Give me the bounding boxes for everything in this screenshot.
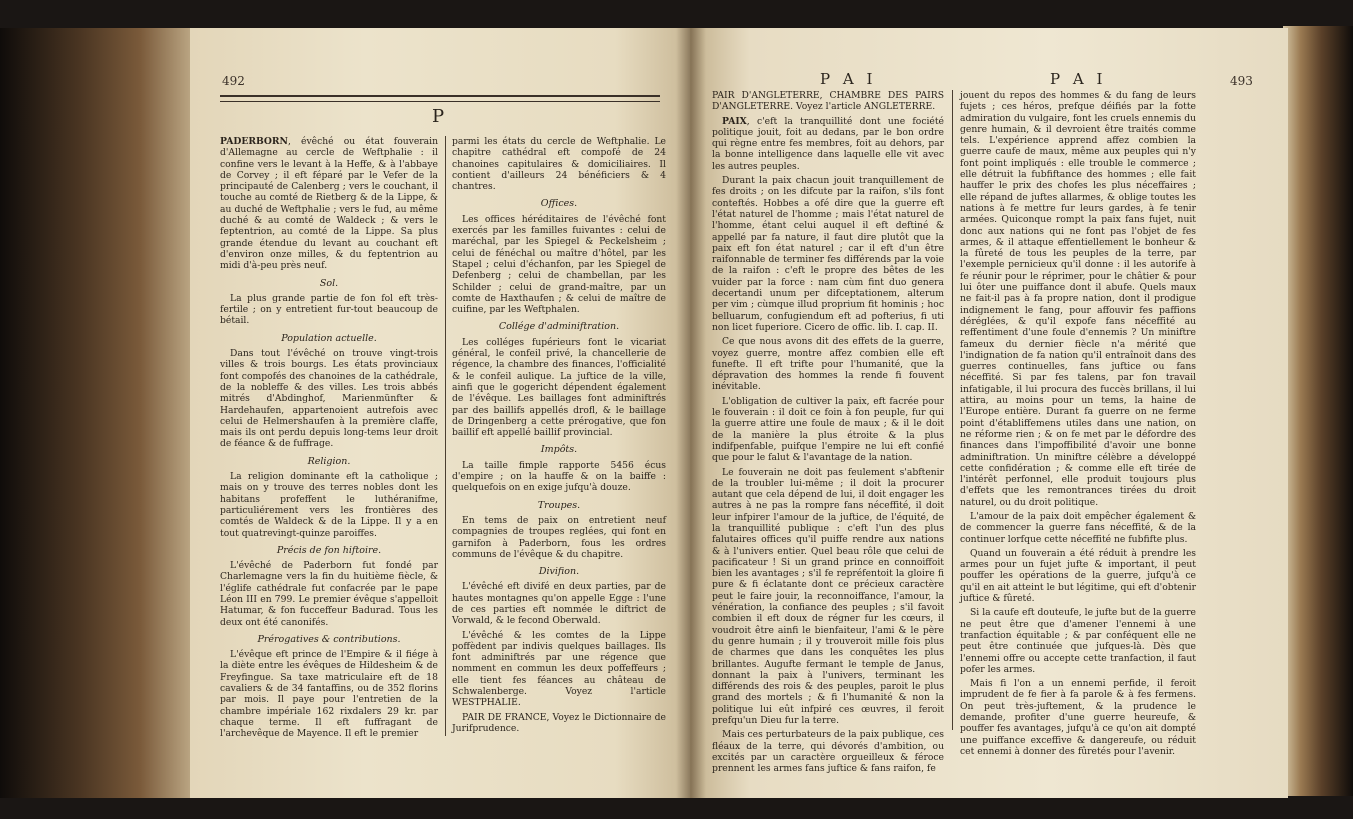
para-r2-2: L'amour de la paix doit empêcher également & de commencer la guerre fans néceffité, & de la continuer lorfque cette néceffité ne fubfifte plus.	[960, 510, 1196, 545]
right-column-2	[960, 90, 1196, 760]
para-prerogatives: L'évêque eft prince de l'Empire & il fiége à la diète entre les évêques de Hildesheim & de Freyfingue. Sa taxe matriculaire eft de 18 cavaliers & de 34 fantaffins, ou de 352 florins par mois. Il paye pour l'entretien de la chambre impériale 162 rixdalers 29 kr. par chaque terme. Il eft fuffragant de l'archevêque de Mayence. Il eft le premier	[220, 649, 438, 740]
heading-prerogatives: Prérogatives & contributions.	[257, 633, 401, 645]
para-paix-6: Mais ces perturbateurs de la paix publique, ces fléaux de la terre, qui dévorés d'ambition, ou excités par un caractère orgueilleux & féroce prennent les armes fans juftice & fans raifon, fe	[712, 729, 944, 775]
book-gutter	[676, 28, 706, 798]
para-college: Les colléges fupérieurs font le vicariat général, le confeil privé, la chancellerie de régence, la chambre des finances, l'officialité & le confeil aulique. La juftice de la ville, ainfi que le gogericht dépendent également de l'évêque. Les baillages font adminiftrés par des baillifs appellés drofl, & le baillage de Dringenberg a cette prérogative, que fon baillif eft appellé baillif provincial.	[452, 336, 666, 439]
right-page-number: 493	[1230, 74, 1253, 88]
para-impots: La taille fimple rapporte 5456 écus d'empire ; on la hauffe & on la baiffe : quelquefois on en exige jufqu'à douze.	[452, 459, 666, 494]
top-shadow	[0, 0, 1353, 28]
para-paix-4: L'obligation de cultiver la paix, eft facrée pour le fouverain : il doit ce foin à fon peuple, fur qui la guerre attire une foule de maux ; & il le doit de la manière la plus étroite & la plus indifpenfable, puifque l'empire ne lui eft confié que pour le falut & l'avantage de la nation.	[712, 395, 944, 464]
para-population: Dans tout l'évêché on trouve vingt-trois villes & trois bourgs. Les états provinciaux font compofés des chanoines de la cathédrale, de la nobleffe & des villes. Les trois abbés mitrés d'Abdinghof, Marienmünfter & Hardehaufen, appartenoient autrefois avec celui de Helmershaufen à la première claffe, mais ils ont perdu depuis long-tems leur droit de féance & de fuffrage.	[220, 348, 438, 450]
para-division: L'évêché eft divifé en deux parties, par de hautes montagnes qu'on appelle Egge : l'une de ces parties eft nommée le diftrict de Vorwald, & le fecond Oberwald.	[452, 581, 666, 627]
paix-intro: , c'eft la tranquillité dont une fociété politique jouit, foit au dedans, par le bon ordre qui règne entre fes membres, foit au dehors, par la bonne intelligence dans laquelle elle vit avec les autres peuples.	[712, 115, 944, 172]
heading-religion: Religion.	[307, 455, 351, 467]
left-page-edges	[0, 28, 200, 798]
left-column-2	[452, 136, 666, 737]
running-head-left: P A I	[820, 70, 877, 88]
para-r2-1: jouent du repos des hommes & du fang de leurs fujets ; ces héros, prefque déifiés par la fotte admiration du vulgaire, font les cruels ennemis du genre humain, & il devroient être traités comme tels. L'expérience apprend affez combien la guerre caufe de maux, même aux peuples qui n'y font point impliqués : elle trouble le commerce ; elle détruit la fubfiftance des hommes ; elle fait hauffer le prix des chofes les plus néceffaires ; elle répand de juftes allarmes, & oblige toutes les nations à fe mettre fur leurs gardes, à fe tenir armées. Quiconque rompt la paix fans fujet, nuit donc aux nations qui ne font pas l'objet de fes armes, & il attaque effentiellement le bonheur & la fûreté de tous les peuples de la terre, par l'exemple pernicieux qu'il donne : il les autorife à fe réunir pour le réprimer, pour le châtier & pour lui ôter une puiffance dont il abufe. Quels maux ne fait-il pas à fa propre nation, dont il prodigue indignement le fang, pour affouvir fes paffions déréglées, & qu'il expofe fans néceffité au reffentiment d'une foule d'ennemis ? Un miniftre fameux du dernier fiècle n'a mérité que l'indignation de fa nation qu'il entraînoit dans des guerres continuelles, fans juftice ou fans néceffité. Si par fes talens, par fon travail infatigable, il lui procura des fuccès brillans, il lui attira, au moins pour un tems, la haine de l'Europe entière. Durant fa guerre on ne ferme point d'établiffemens utiles dans une nation, on ne réforme rien ; & on fe met par le défordre des finances dans l'impoffibilité d'avoir une bonne adminiftration. Un miniftre célèbre a développé cette confidération ; & comme elle eft tirée de l'intérêt perfonnel, elle produit toujours plus d'effets que les remontrances tirées du droit naturel, ou du droit politique.	[960, 90, 1196, 508]
heading-troupes: Troupes.	[537, 499, 581, 511]
bottom-shadow	[0, 798, 1353, 819]
para-offices: Les offices héréditaires de l'évêché font exercés par les familles fuivantes : celui de maréchal, par les Spiegel & Peckelsheim ; celui de fénéchal ou maître d'hôtel, par les Stapel ; celui d'échanfon, par les Spiegel de Defenberg ; celui de chambellan, par les Schilder ; celui de grand-maître, par un comte de Haxthaufen ; & celui de maître de cuifine, par les Weftphalen.	[452, 213, 666, 316]
left-page	[190, 28, 690, 798]
heading-sol: Sol.	[319, 277, 339, 289]
headword-paderborn: PADERBORN	[220, 136, 288, 147]
left-column-1	[220, 136, 438, 743]
para-troupes: En tems de paix on entretient neuf compagnies de troupes reglées, qui font en garnifon à Paderborn, fous les ordres communs de l'évêque & du chapitre.	[452, 514, 666, 560]
para-religion: La religion dominante eft la catholique ; mais on y trouve des terres nobles dont les habitans profeffent le luthéranifme, particuliérement vers les frontières des comtés de Waldeck & de la Lippe. Il y a en tout quatrevingt-quinze paroiffes.	[220, 471, 438, 539]
para-paix-5: Le fouverain ne doit pas feulement s'abftenir de la troubler lui-même ; il doit la procurer autant que cela dépend de lui, il doit engager les autres à ne pas la rompre fans néceffité, il doit leur infpirer l'amour de la juftice, de l'équité, de la tranquillité publique : c'eft l'un des plus falutaires offices qu'il puiffe rendre aux nations & à l'univers entier. Quel beau rôle que celui de pacificateur ! Si un grand prince en connoiffoit bien les avantages ; s'il fe repréfentoit la gloire fi pure & fi éclatante dont ce précieux caractère peut le faire jouir, la reconnoiffance, l'amour, la vénération, la confiance des peuples ; s'il favoit combien il eft doux de régner fur les cœurs, il voudroit être ainfi le bienfaiteur, l'ami & le père du genre humain ; il y trouveroit mille fois plus de charmes que dans les conquêtes les plus brillantes. Augufte fermant le temple de Janus, donnant la paix à l'univers, terminant les différends des rois & des peuples, paroit le plus grand des mortels ; & fi l'humanité & non la politique lui eût infpiré ces œuvres, il feroit prefqu'un Dieu fur la terre.	[712, 466, 944, 727]
headword-paix: PAIX	[722, 115, 747, 127]
para-r2-3: Quand un fouverain a été réduit à prendre les armes pour un fujet jufte & important, il peut pouffer les opérations de la guerre, jufqu'à ce qu'il en ait atteint le but légitime, qui eft d'obtenir juftice & fûreté.	[960, 547, 1196, 605]
para-histoire: L'évêché de Paderborn fut fondé par Charlemagne vers la fin du huitième fiècle, & l'églife cathédrale fut confacrée par le pape Léon III en 799. Le premier évêque s'appelloit Hatumar, & fon fucceffeur Badurad. Tous les deux ont été canonifés.	[220, 560, 438, 628]
para-division-2: L'évêché & les comtes de la Lippe poffèdent par indivis quelques baillages. Ils font adminiftrés par une régence que nomment en commun les deux poffeffeurs ; elle tient fes féances au château de Schwalenberge. Voyez l'article WESTPHALIE.	[452, 629, 666, 709]
paderborn-intro: , évêché ou état fouverain d'Allemagne au cercle de Weftphalie : il confine vers le levant à la Heffe, & à l'abbaye de Corvey ; il eft féparé par le Vefer de la principauté de Calenberg ; vers le couchant, il touche au comté de Rietberg & de la Lippe, & au duché de Weftphalie ; vers le fud, au même duché & au comté de Waldeck ; & vers le feptentrion, au comté de la Lippe. Sa plus grande étendue du levant au couchant eft d'environ onze milles, & du feptentrion au midi d'à-peu près neuf.	[220, 136, 438, 272]
para-sol: La plus grande partie de fon fol eft très-fertile ; on y entretient fur-tout beaucoup de bétail.	[220, 292, 438, 327]
heading-college: Collége d'adminiftration.	[498, 321, 620, 333]
para-pair-de-france: PAIR DE FRANCE, Voyez le Dictionnaire de Jurifprudence.	[452, 711, 666, 734]
para-r2-5: Mais fi l'on a un ennemi perfide, il feroit imprudent de fe fier à fa parole & à fes fermens. On peut très-juftement, & la prudence le demande, profiter d'une guerre heureufe, & pouffer fes avantages, jufqu'à ce qu'on ait dompté une puiffance exceffive & dangereufe, ou réduit cet ennemi à donner des fûretés pour l'avenir.	[960, 678, 1196, 757]
left-header-rule	[220, 95, 660, 102]
running-head-right: P A I	[1050, 70, 1107, 88]
para-paix-2: Durant la paix chacun jouit tranquillement de fes droits ; on les difcute par la raifon, s'ils font conteftés. Hobbes a ofé dire que la guerre eft l'état naturel de l'homme ; mais l'état naturel de l'homme, étant celui auquel il eft deftiné & appellé par fa nature, il faut dire plutôt que la paix eft fon état naturel ; car il eft d'un être raifonnable de terminer fes différends par la voie de la raifon : c'eft le propre des bêtes de les vuider par la force : nam cùm fint duo genera decertandi unum per difceptationem, alterum per vim ; cùmque illud proprium fit hominis ; hoc belluarum, confugiendum eft ad pofterius, fi uti non licet fuperiore. Cicero de offic. lib. I. cap. II.	[712, 175, 944, 333]
para-r2-4: Si la caufe eft douteufe, le jufte but de la guerre ne peut être que d'amener l'ennemi à une tranfaction équitable ; & par conféquent elle ne peut être continuée que jufques-là. Dès que l'ennemi offre ou accepte cette tranfaction, il faut pofer les armes.	[960, 607, 1196, 675]
para-pair-angleterre: PAIR D'ANGLETERRE, CHAMBRE DES PAIRS D'ANGLETERRE. Voyez l'article ANGLETERRE.	[712, 90, 944, 113]
para-chapitre: parmi les états du cercle de Weftphalie. Le chapitre cathédral eft compofé de 24 chanoines capitulaires & domiciliaires. Il contient d'ailleurs 24 bénéficiers & 4 chantres.	[452, 136, 666, 193]
right-page	[690, 28, 1288, 798]
heading-population: Population actuelle.	[281, 332, 377, 344]
heading-impots: Impôts.	[540, 444, 578, 456]
right-column-divider	[952, 90, 953, 730]
section-letter: P	[432, 106, 445, 127]
right-page-edges	[1283, 26, 1353, 796]
left-page-number: 492	[222, 74, 245, 88]
heading-histoire: Précis de fon hiftoire.	[276, 544, 382, 556]
heading-offices: Offices.	[540, 198, 578, 210]
para-paix-3: Ce que nous avons dit des effets de la guerre, voyez guerre, montre affez combien elle eft funefte. Il eft trifte pour l'humanité, que la dépravation des hommes la rende fi fouvent inévitable.	[712, 336, 944, 393]
heading-division: Divifion.	[538, 566, 580, 578]
right-column-1	[712, 90, 944, 778]
left-column-divider	[445, 136, 446, 736]
